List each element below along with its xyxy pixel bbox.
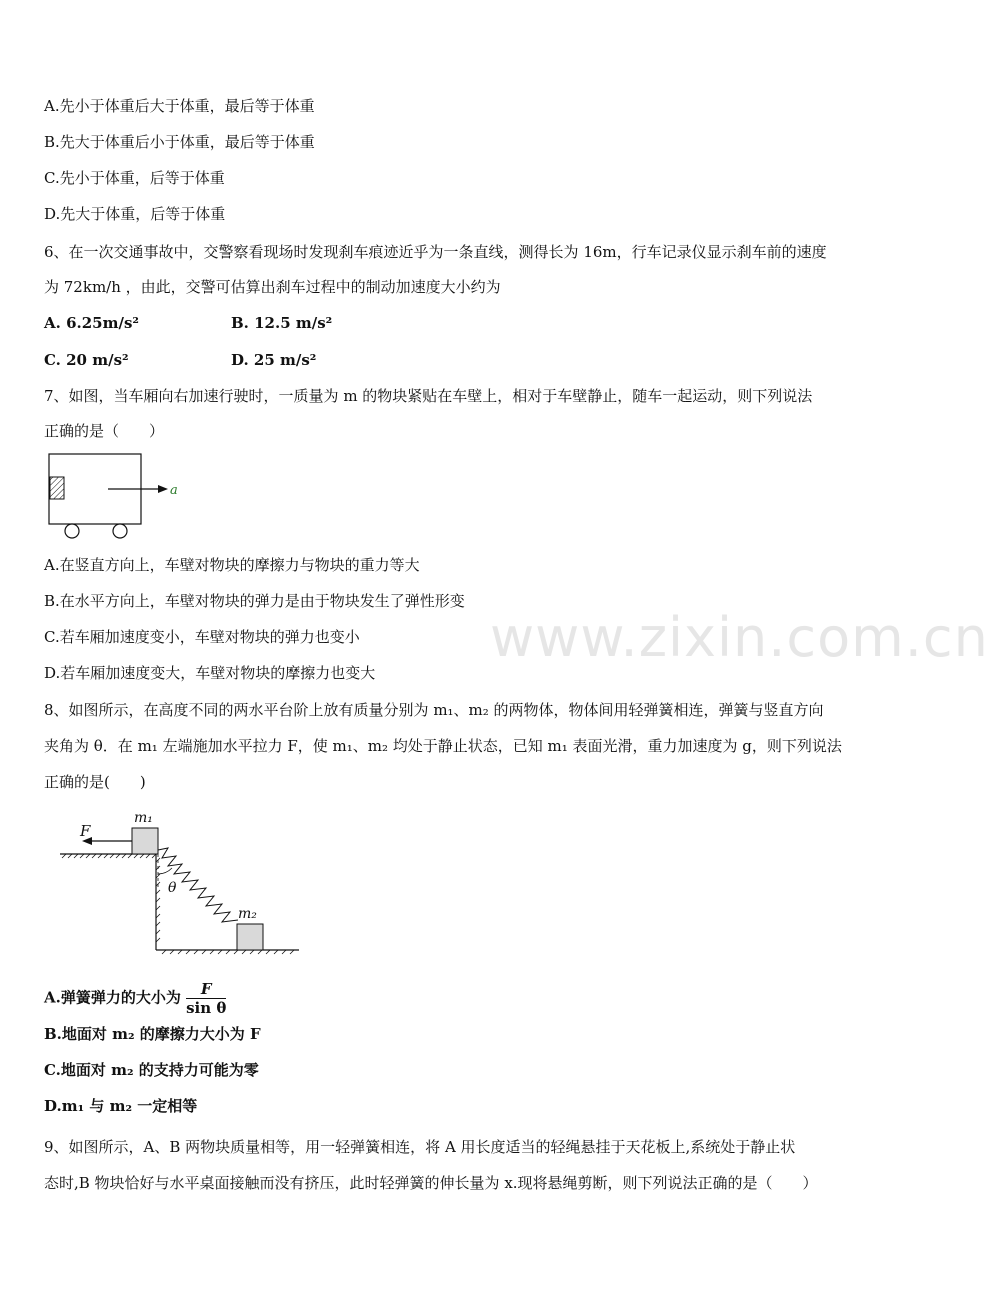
q8-stem-line3: 正确的是( ) xyxy=(44,773,146,791)
q6-stem-line1: 6、在一次交通事故中，交警察看现场时发现刹车痕迹近乎为一条直线，测得长为 16m，行车记录仪显示刹车前的速度 xyxy=(44,243,827,261)
q8-option-a xyxy=(44,980,226,1017)
q8-option-d: D.m₁ 与 m₂ 一定相等 xyxy=(44,1097,198,1115)
label-F: F xyxy=(80,822,91,840)
label-m2: m₂ xyxy=(238,906,257,922)
wheel-left xyxy=(65,524,79,538)
fraction-numerator: F xyxy=(186,980,226,999)
wall-hatch xyxy=(156,858,160,942)
fraction-F-over-sin-theta xyxy=(186,980,226,1017)
q8-stem-line1: 8、如图所示，在高度不同的两水平台阶上放有质量分别为 m₁、m₂ 的两物体，物体间用轻弹簧相连，弹簧与竖直方向 xyxy=(44,701,824,719)
label-a: a xyxy=(170,483,178,498)
q6-option-d: D. 25 m/s² xyxy=(231,351,317,369)
q8-option-c: C.地面对 m₂ 的支持力可能为零 xyxy=(44,1061,259,1079)
arrow-head-icon xyxy=(158,485,168,493)
q7-option-b: B.在水平方向上，车壁对物块的弹力是由于物块发生了弹性形变 xyxy=(44,592,465,610)
q7-option-d: D.若车厢加速度变大，车壁对物块的摩擦力也变大 xyxy=(44,664,376,682)
q7-stem-line2: 正确的是（ ） xyxy=(44,422,165,440)
q5-option-d: D.先大于体重，后等于体重 xyxy=(44,205,226,223)
wheel-right xyxy=(113,524,127,538)
q7-car-figure xyxy=(40,450,190,545)
watermark: www.zixin.com.cn xyxy=(490,606,989,669)
block-m xyxy=(50,477,64,499)
label-theta: θ xyxy=(168,880,177,896)
q5-option-c: C.先小于体重，后等于体重 xyxy=(44,169,225,187)
block-m1 xyxy=(132,828,158,854)
q9-stem-line1: 9、如图所示，A、B 两物块质量相等，用一轻弹簧相连，将 A 用长度适当的轻绳悬挂于天花板上,系统处于静止状 xyxy=(44,1138,796,1156)
q9-stem-line2: 态时,B 物块恰好与水平桌面接触而没有挤压，此时轻弹簧的伸长量为 x.现将悬绳剪断，则下列说法正确的是（ ） xyxy=(44,1174,818,1192)
q6-option-c: C. 20 m/s² xyxy=(44,351,129,369)
q8-option-a-text: A.弹簧弹力的大小为 xyxy=(44,988,181,1007)
angle-arc xyxy=(158,868,172,874)
q6-stem-line2: 为 72km/h ，由此，交警可估算出刹车过程中的制动加速度大小约为 xyxy=(44,278,501,296)
block-m2 xyxy=(237,924,263,950)
q5-option-b: B.先大于体重后小于体重，最后等于体重 xyxy=(44,133,315,151)
q7-option-a: A.在竖直方向上，车壁对物块的摩擦力与物块的重力等大 xyxy=(44,556,420,574)
q7-option-c: C.若车厢加速度变小，车壁对物块的弹力也变小 xyxy=(44,628,360,646)
q8-spring-figure xyxy=(44,800,314,965)
q8-option-b: B.地面对 m₂ 的摩擦力大小为 F xyxy=(44,1025,261,1043)
q7-stem-line1: 7、如图，当车厢向右加速行驶时，一质量为 m 的物块紧贴在车壁上，相对于车壁静止，随车一起运动，则下列说法 xyxy=(44,387,813,405)
q6-option-b: B. 12.5 m/s² xyxy=(231,314,333,332)
fraction-denominator: sin θ xyxy=(186,999,227,1017)
q8-stem-line2: 夹角为 θ．在 m₁ 左端施加水平拉力 F，使 m₁、m₂ 均处于静止状态，已知 m₁ 表面光滑，重力加速度为 g，则下列说法 xyxy=(44,737,842,755)
label-m1: m₁ xyxy=(134,810,153,826)
q6-option-a: A. 6.25m/s² xyxy=(44,314,139,332)
q5-option-a: A.先小于体重后大于体重，最后等于体重 xyxy=(44,97,315,115)
